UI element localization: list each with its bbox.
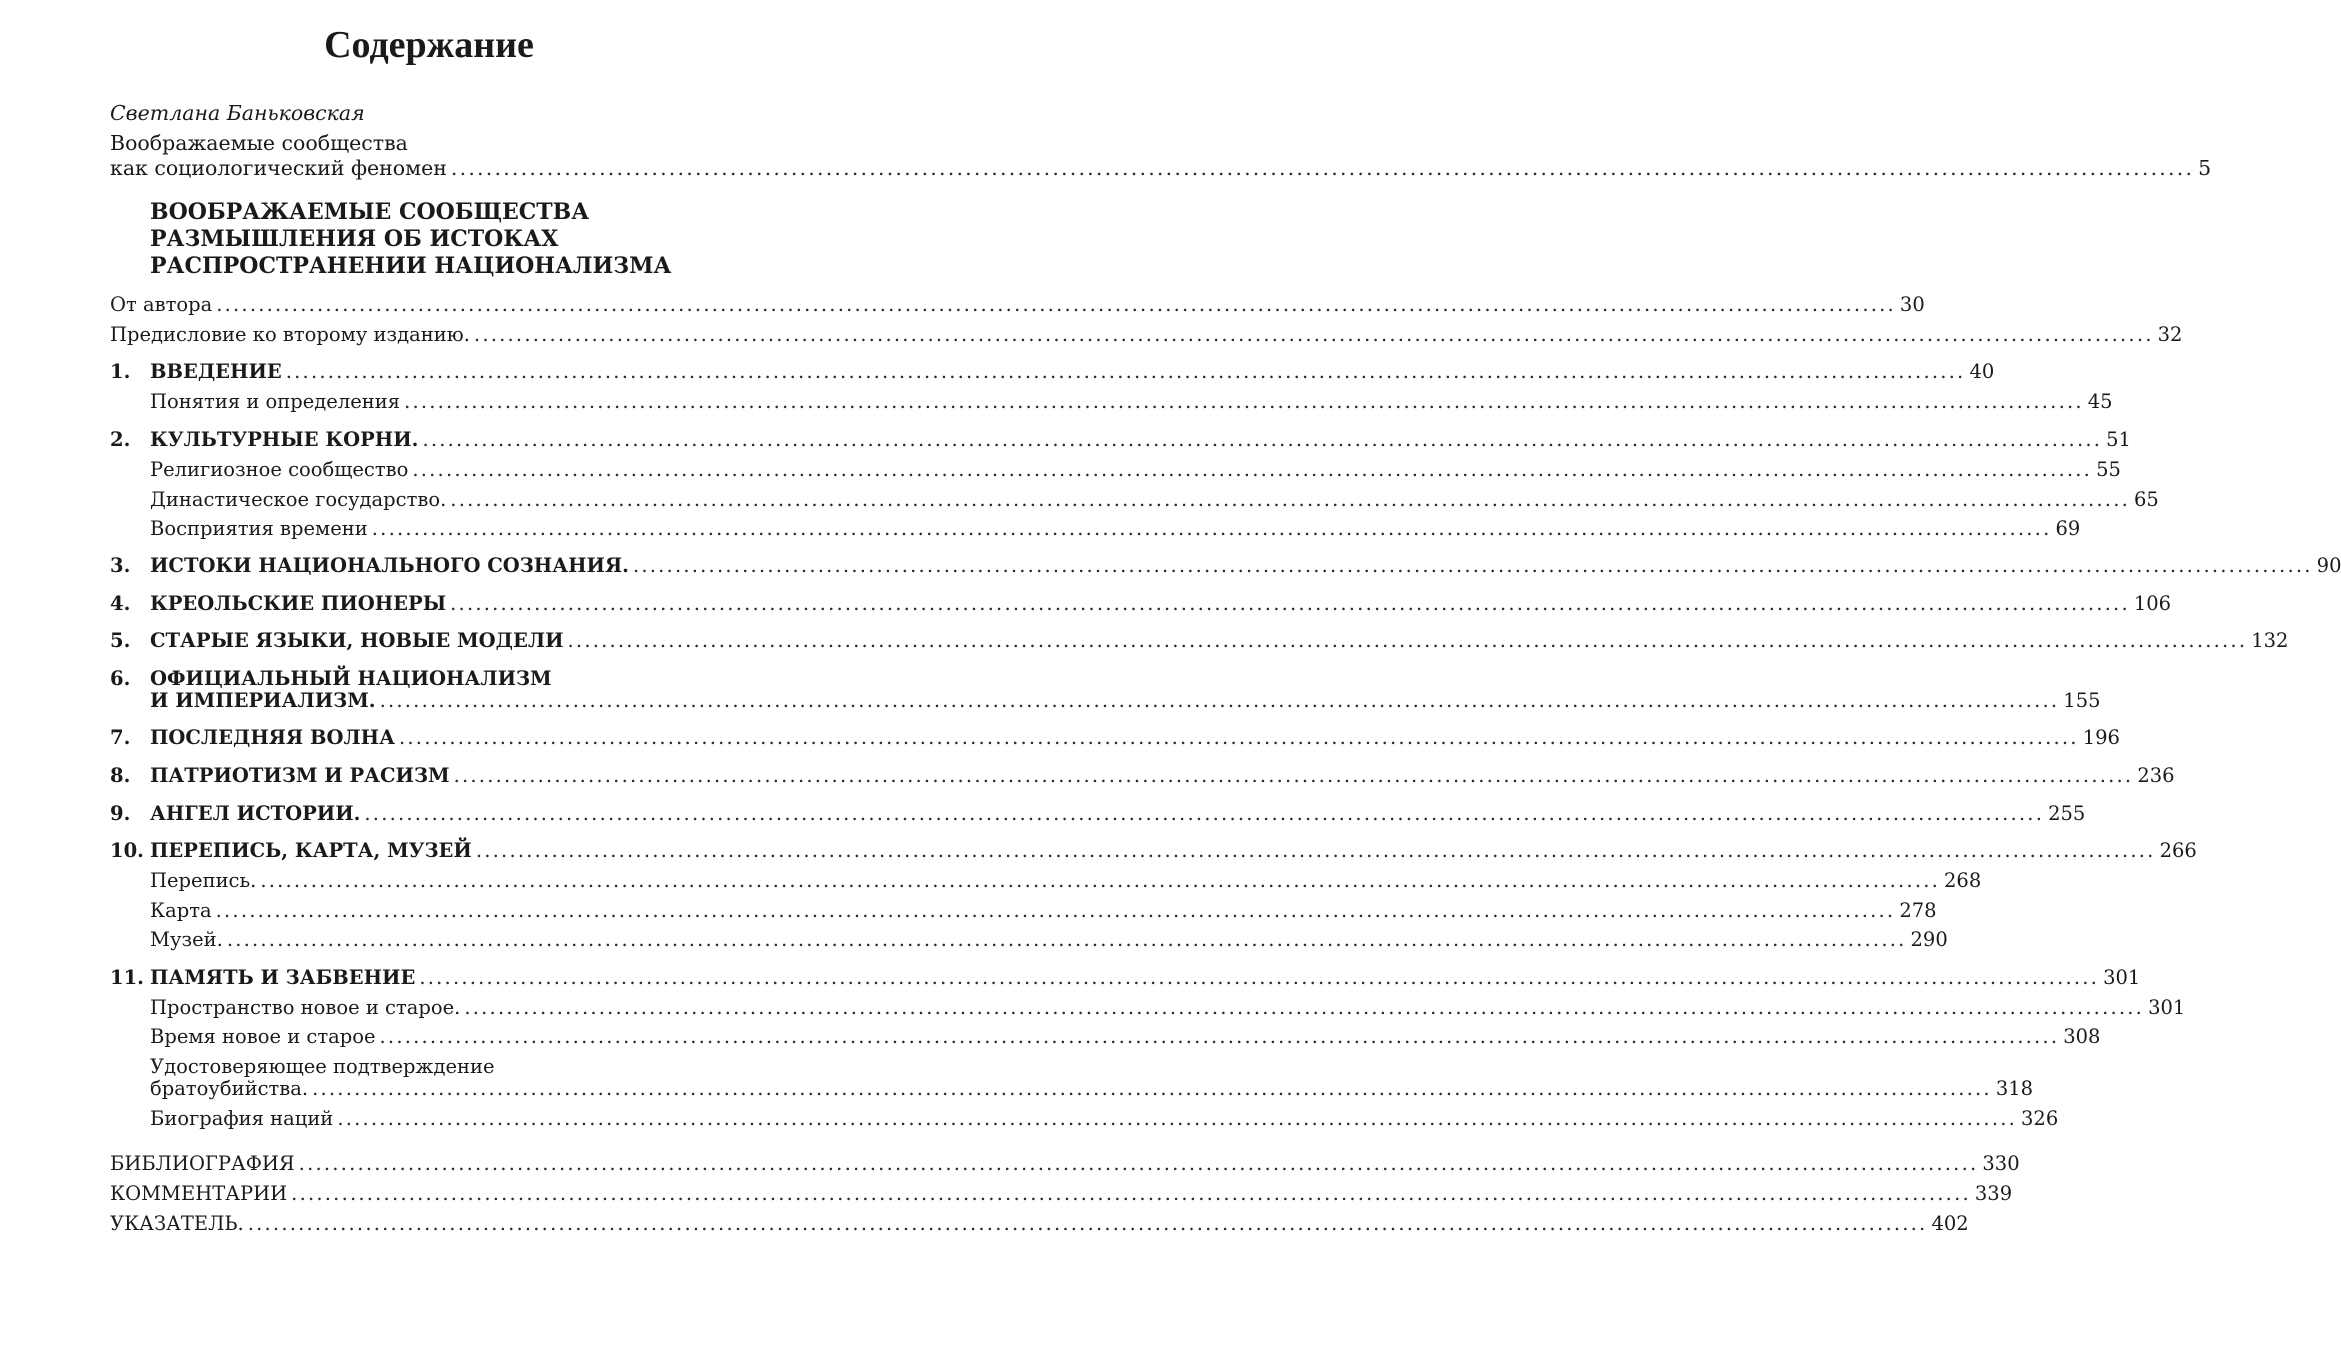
toc-chapter-10[interactable] [110, 838, 2197, 864]
dot-leader: ........................................................................................................................................................................................................ [567, 629, 2248, 652]
toc-entry-label: как социологический феномен [110, 156, 447, 180]
toc-entry-page: 5 [2198, 156, 2212, 180]
toc-entry-label: И ИМПЕРИАЛИЗМ. [150, 689, 376, 712]
toc-entry-intro[interactable] [110, 155, 2212, 181]
toc-entry-label: Понятия и определения [150, 390, 401, 413]
dot-leader: ........................................................................................................................................................................................................ [215, 899, 1896, 922]
toc-entry-label: СТАРЫЕ ЯЗЫКИ, НОВЫЕ МОДЕЛИ [150, 629, 564, 652]
toc-chapter-6[interactable] [150, 688, 2101, 714]
chapter-6-title-line1: ОФИЦИАЛЬНЫЙ НАЦИОНАЛИЗМ [150, 667, 552, 690]
dot-leader: ........................................................................................................................................................................................................ [422, 428, 2103, 451]
toc-section[interactable] [150, 927, 1948, 953]
dot-leader: ........................................................................................................................................................................................................ [399, 726, 2079, 749]
dot-leader: ........................................................................................................................................................................................................ [312, 1077, 1992, 1100]
dot-leader: ........................................................................................................................................................................................................ [291, 1182, 1971, 1205]
toc-entry-label: Пространство новое и старое. [150, 996, 461, 1019]
toc-entry-comments[interactable] [110, 1181, 2013, 1207]
intro-title-line1: Воображаемые сообщества [110, 131, 408, 155]
toc-section[interactable] [150, 868, 1982, 894]
toc-chapter-1[interactable] [110, 359, 1995, 385]
toc-entry-label: От автора [110, 293, 213, 316]
toc-chapter-3[interactable] [110, 553, 2341, 579]
toc-section[interactable] [150, 389, 2113, 415]
dot-leader: ........................................................................................................................................................................................................ [226, 928, 1907, 951]
book-title-line2: РАЗМЫШЛЕНИЯ ОБ ИСТОКАХ [150, 226, 559, 252]
dot-leader: ........................................................................................................................................................................................................ [379, 689, 2060, 712]
chapter-number: 9. [110, 802, 131, 825]
toc-chapter-11[interactable] [110, 965, 2141, 991]
chapter-number: 3. [110, 554, 131, 577]
dot-leader: ........................................................................................................................................................................................................ [404, 390, 2084, 413]
toc-section[interactable] [150, 457, 2121, 483]
toc-entry-label: ПАТРИОТИЗМ И РАСИЗМ [150, 764, 450, 787]
toc-entry-label: КОММЕНТАРИИ [110, 1182, 288, 1205]
toc-section[interactable] [150, 1106, 2059, 1132]
toc-entry-label: БИБЛИОГРАФИЯ [110, 1152, 295, 1175]
dot-leader: ........................................................................................................................................................................................................ [632, 554, 2313, 577]
toc-entry-page: 106 [2133, 592, 2172, 615]
toc-chapter-5[interactable] [110, 628, 2289, 654]
toc-chapter-4[interactable] [110, 591, 2172, 617]
dot-leader: ........................................................................................................................................................................................................ [260, 869, 1941, 892]
intro-entry [110, 98, 737, 158]
toc-entry-page: 268 [1944, 869, 1982, 892]
toc-entry-page: 290 [1910, 928, 1948, 951]
chapter-number: 4. [110, 592, 131, 615]
chapter-number: 6. [110, 667, 131, 690]
toc-entry-label: ВВЕДЕНИЕ [150, 360, 282, 383]
chapter-number: 5. [110, 629, 131, 652]
toc-entry-label: ИСТОКИ НАЦИОНАЛЬНОГО СОЗНАНИЯ. [150, 554, 629, 577]
toc-entry-label: Биография наций [150, 1107, 334, 1130]
chapter-number: 8. [110, 764, 131, 787]
toc-entry-page: 326 [2021, 1107, 2059, 1130]
toc-section[interactable] [150, 1024, 2101, 1050]
toc-entry-label: АНГЕЛ ИСТОРИИ. [150, 802, 361, 825]
dot-leader: ........................................................................................................................................................................................................ [475, 839, 2156, 862]
dot-leader: ........................................................................................................................................................................................................ [453, 764, 2134, 787]
intro-author: Светлана Баньковская [110, 101, 365, 125]
dot-leader: ........................................................................................................................................................................................................ [337, 1107, 2018, 1130]
dot-leader: ........................................................................................................................................................................................................ [364, 802, 2045, 825]
toc-section[interactable] [150, 1076, 2034, 1102]
chapter-number: 11. [110, 966, 144, 989]
chapter-number: 10. [110, 839, 144, 862]
book-title-line3: РАСПРОСТРАНЕНИИ НАЦИОНАЛИЗМА [150, 253, 672, 279]
toc-entry-page: 196 [2082, 726, 2120, 749]
toc-entry-label: братоубийства. [150, 1077, 309, 1100]
toc-entry-page: 155 [2063, 689, 2101, 712]
toc-entry-page: 236 [2137, 764, 2175, 787]
toc-entry-page: 32 [2157, 323, 2183, 346]
toc-chapter-7[interactable] [110, 725, 2120, 751]
toc-entry-page: 308 [2063, 1025, 2101, 1048]
toc-entry-bibliography[interactable] [110, 1151, 2020, 1177]
dot-leader: ........................................................................................................................................................................................................ [473, 323, 2154, 346]
toc-section[interactable] [150, 898, 1937, 924]
chapter-6-first-line [110, 668, 552, 690]
toc-section[interactable] [150, 516, 2081, 542]
dot-leader: ........................................................................................................................................................................................................ [464, 996, 2145, 1019]
toc-section[interactable] [150, 995, 2186, 1021]
toc-entry-label: Карта [150, 899, 212, 922]
dot-leader: ........................................................................................................................................................................................................ [216, 293, 1896, 316]
dot-leader: ........................................................................................................................................................................................................ [419, 966, 2100, 989]
toc-entry-page: 301 [2103, 966, 2141, 989]
toc-chapter-9[interactable] [110, 801, 2086, 827]
toc-entry-page: 132 [2251, 629, 2289, 652]
toc-entry-label: Перепись. [150, 869, 257, 892]
dot-leader: ........................................................................................................................................................................................................ [412, 458, 2093, 481]
toc-entry-page: 318 [1995, 1077, 2034, 1100]
toc-entry-page: 55 [2096, 458, 2121, 481]
toc-entry-page: 30 [1899, 293, 1925, 316]
dot-leader: ........................................................................................................................................................................................................ [285, 360, 1966, 383]
toc-entry-page: 51 [2106, 428, 2131, 451]
toc-entry-label: УКАЗАТЕЛЬ. [110, 1212, 244, 1235]
section-first-line: Удостоверяющее подтверждение [150, 1055, 495, 1078]
dot-leader: ........................................................................................................................................................................................................ [379, 1025, 2060, 1048]
toc-entry-page: 255 [2048, 802, 2086, 825]
toc-entry-label: КУЛЬТУРНЫЕ КОРНИ. [150, 428, 419, 451]
toc-entry-preface[interactable] [110, 322, 2183, 348]
book-title-line1: ВООБРАЖАЕМЫЕ СООБЩЕСТВА [150, 199, 590, 225]
toc-entry-label: Время новое и старое [150, 1025, 376, 1048]
page-title: Содержание [324, 24, 534, 66]
toc-entry-label: Религиозное сообщество [150, 458, 409, 481]
dot-leader: ........................................................................................................................................................................................................ [450, 592, 2130, 615]
chapter-number: 1. [110, 360, 131, 383]
toc-entry-page: 266 [2159, 839, 2197, 862]
toc-entry-label: Предисловие ко второму изданию. [110, 323, 470, 346]
chapter-number: 2. [110, 428, 131, 451]
toc-entry-label: ПЕРЕПИСЬ, КАРТА, МУЗЕЙ [150, 839, 472, 862]
toc-entry-page: 45 [2087, 390, 2113, 413]
toc-section[interactable] [150, 487, 2159, 513]
toc-chapter-8[interactable] [110, 763, 2175, 789]
toc-entry-index[interactable] [110, 1211, 1969, 1237]
dot-leader: ........................................................................................................................................................................................................ [371, 517, 2052, 540]
toc-entry-page: 69 [2055, 517, 2081, 540]
dot-leader: ........................................................................................................................................................................................................ [298, 1152, 1979, 1175]
toc-entry-label: КРЕОЛЬСКИЕ ПИОНЕРЫ [150, 592, 447, 615]
toc-entry-label: Восприятия времени [150, 517, 368, 540]
toc-entry-foreword[interactable] [110, 292, 1925, 318]
toc-entry-page: 339 [1974, 1182, 2013, 1205]
book-title [150, 199, 770, 280]
toc-entry-page: 90 [2316, 554, 2341, 577]
chapter-number: 7. [110, 726, 131, 749]
toc-entry-label: ПАМЯТЬ И ЗАБВЕНИЕ [150, 966, 416, 989]
toc-entry-page: 301 [2148, 996, 2186, 1019]
toc-entry-label: Династическое государство. [150, 488, 447, 511]
toc-entry-page: 278 [1899, 899, 1937, 922]
toc-entry-page: 330 [1982, 1152, 2020, 1175]
toc-entry-page: 40 [1969, 360, 1995, 383]
dot-leader: ........................................................................................................................................................................................................ [450, 488, 2130, 511]
toc-entry-label: ПОСЛЕДНЯЯ ВОЛНА [150, 726, 395, 749]
toc-entry-page: 402 [1931, 1212, 1969, 1235]
toc-entry-label: Музей. [150, 928, 223, 951]
toc-chapter-2[interactable] [110, 427, 2131, 453]
dot-leader: ........................................................................................................................................................................................................ [450, 156, 2195, 180]
dot-leader: ........................................................................................................................................................................................................ [247, 1212, 1928, 1235]
toc-entry-page: 65 [2134, 488, 2159, 511]
